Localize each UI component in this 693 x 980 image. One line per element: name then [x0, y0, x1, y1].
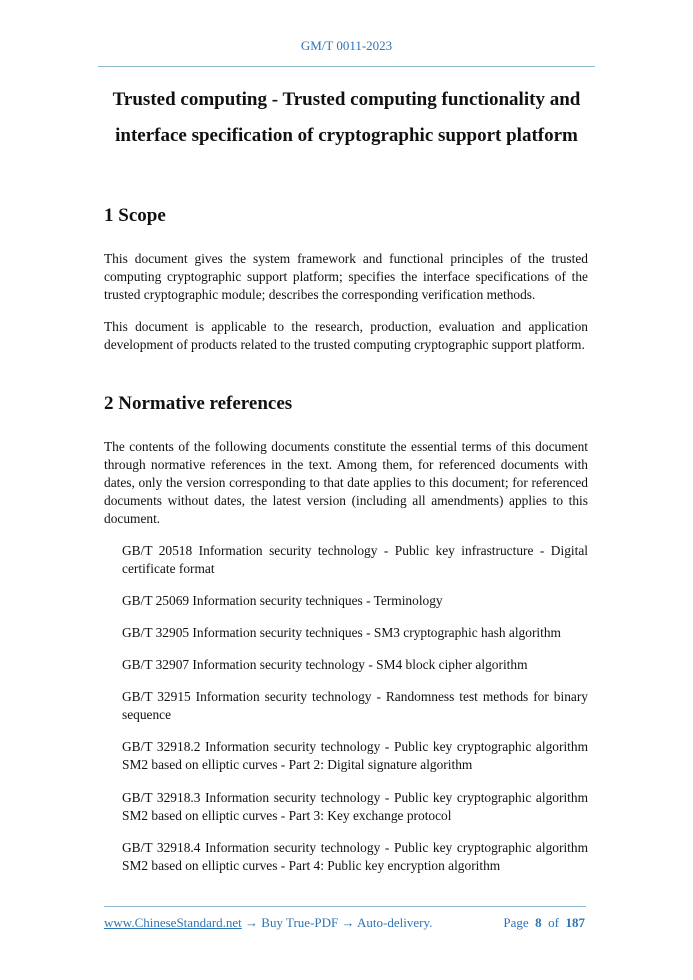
normative-paragraph: The contents of the following documents constitute the essential terms of this document through normative references in the text. Among them, for referenced documents with dates, only the version corresponding to that date applies to this document; for referenced documents without dates, the latest version (including all amendments) applies to this document.	[104, 439, 588, 526]
reference-item: GB/T 32907 Information security technology - SM4 block cipher algorithm	[122, 657, 528, 672]
section-heading-scope: 1 Scope	[104, 205, 166, 226]
buy-text: Buy True-PDF	[261, 915, 339, 930]
title-line-1: Trusted computing - Trusted computing functionality and	[112, 89, 581, 110]
section-heading-normative-references: 2 Normative references	[104, 393, 293, 414]
title-line-2: interface specification of cryptographic support platform	[115, 125, 578, 146]
header-rule	[98, 66, 595, 67]
document-code-header: GM/T 0011-2023	[300, 38, 393, 53]
page-label: Page	[503, 915, 529, 930]
reference-item: GB/T 32918.2 Information security technology - Public key cryptographic algorithm SM2 based on elliptic curves - Part 2: Digital signature algorithm	[122, 739, 588, 772]
arrow-icon: →	[341, 915, 355, 930]
current-page: 8	[535, 915, 542, 930]
footer-rule	[104, 906, 586, 907]
reference-item: GB/T 32918.3 Information security technology - Public key cryptographic algorithm SM2 based on elliptic curves - Part 3: Key exchange protocol	[122, 790, 588, 823]
scope-paragraph-2: This document is applicable to the research, production, evaluation and application development of products related to the trusted computing cryptographic support platform.	[104, 319, 588, 352]
reference-item: GB/T 25069 Information security techniques - Terminology	[122, 593, 443, 608]
scope-paragraph-1: This document gives the system framework and functional principles of the trusted computing cryptographic support platform; specifies the interface specifications of the trusted cryptographic module; describes the corresponding verification methods.	[104, 251, 588, 302]
page-number	[503, 915, 585, 931]
website-link[interactable]: www.ChineseStandard.net	[104, 915, 242, 930]
reference-item: GB/T 32918.4 Information security technology - Public key cryptographic algorithm SM2 based on elliptic curves - Part 4: Public key encryption algorithm	[122, 840, 588, 873]
reference-item: GB/T 32905 Information security techniques - SM3 cryptographic hash algorithm	[122, 625, 561, 640]
arrow-icon: →	[245, 915, 259, 930]
document-title	[90, 82, 603, 154]
total-pages: 187	[565, 915, 585, 930]
of-label: of	[548, 915, 559, 930]
delivery-text: Auto-delivery.	[357, 915, 433, 930]
reference-item: GB/T 32915 Information security technology - Randomness test methods for binary sequence	[122, 689, 588, 722]
footer-promo	[104, 915, 432, 931]
reference-item: GB/T 20518 Information security technology - Public key infrastructure - Digital certificate format	[122, 543, 588, 576]
